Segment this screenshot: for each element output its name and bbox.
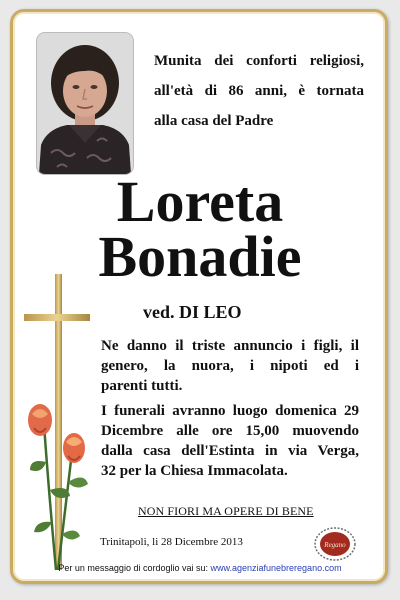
announcement-line: Ne danno il triste annuncio i figli, il xyxy=(101,338,359,354)
svg-text:Regano: Regano xyxy=(324,541,346,549)
intro-line: alla casa del Padre xyxy=(154,113,274,129)
agency-link[interactable]: www.agenziafunebreregano.com xyxy=(210,563,342,573)
intro-text xyxy=(154,46,364,136)
funeral-line: I funerali avranno luogo domenica 29 xyxy=(101,403,359,419)
agency-seal-logo xyxy=(313,526,357,562)
deceased-first-name: Loreta xyxy=(116,169,284,234)
widow-of-text: ved. DI LEO xyxy=(143,302,242,322)
place-date: Trinitapoli, li 28 Dicembre 2013 xyxy=(100,536,243,548)
intro-line: all'età di 86 anni, è tornata xyxy=(154,83,364,99)
funeral-text xyxy=(101,401,359,481)
deceased-last-name: Bonadie xyxy=(98,224,302,289)
portrait-photo xyxy=(36,32,134,175)
roses-icon xyxy=(26,402,96,572)
funeral-line: 32 per la Chiesa Immacolata. xyxy=(101,463,288,479)
funeral-line: Dicembre alle ore 15,00 muovendo xyxy=(101,423,359,439)
intro-line: Munita dei conforti religiosi, xyxy=(154,53,364,69)
footer-line xyxy=(0,563,400,573)
announcement-line: genero, la nuora, i nipoti ed i xyxy=(101,358,359,374)
funeral-line: dalla casa dell'Estinta in via Verga, xyxy=(101,443,359,459)
announcement-line: parenti tutti. xyxy=(101,378,183,394)
announcement-text xyxy=(101,336,359,396)
footer-text: Per un messaggio di cordoglio vai su: xyxy=(58,563,211,573)
no-flowers-note: NON FIORI MA OPERE DI BENE xyxy=(138,504,314,518)
